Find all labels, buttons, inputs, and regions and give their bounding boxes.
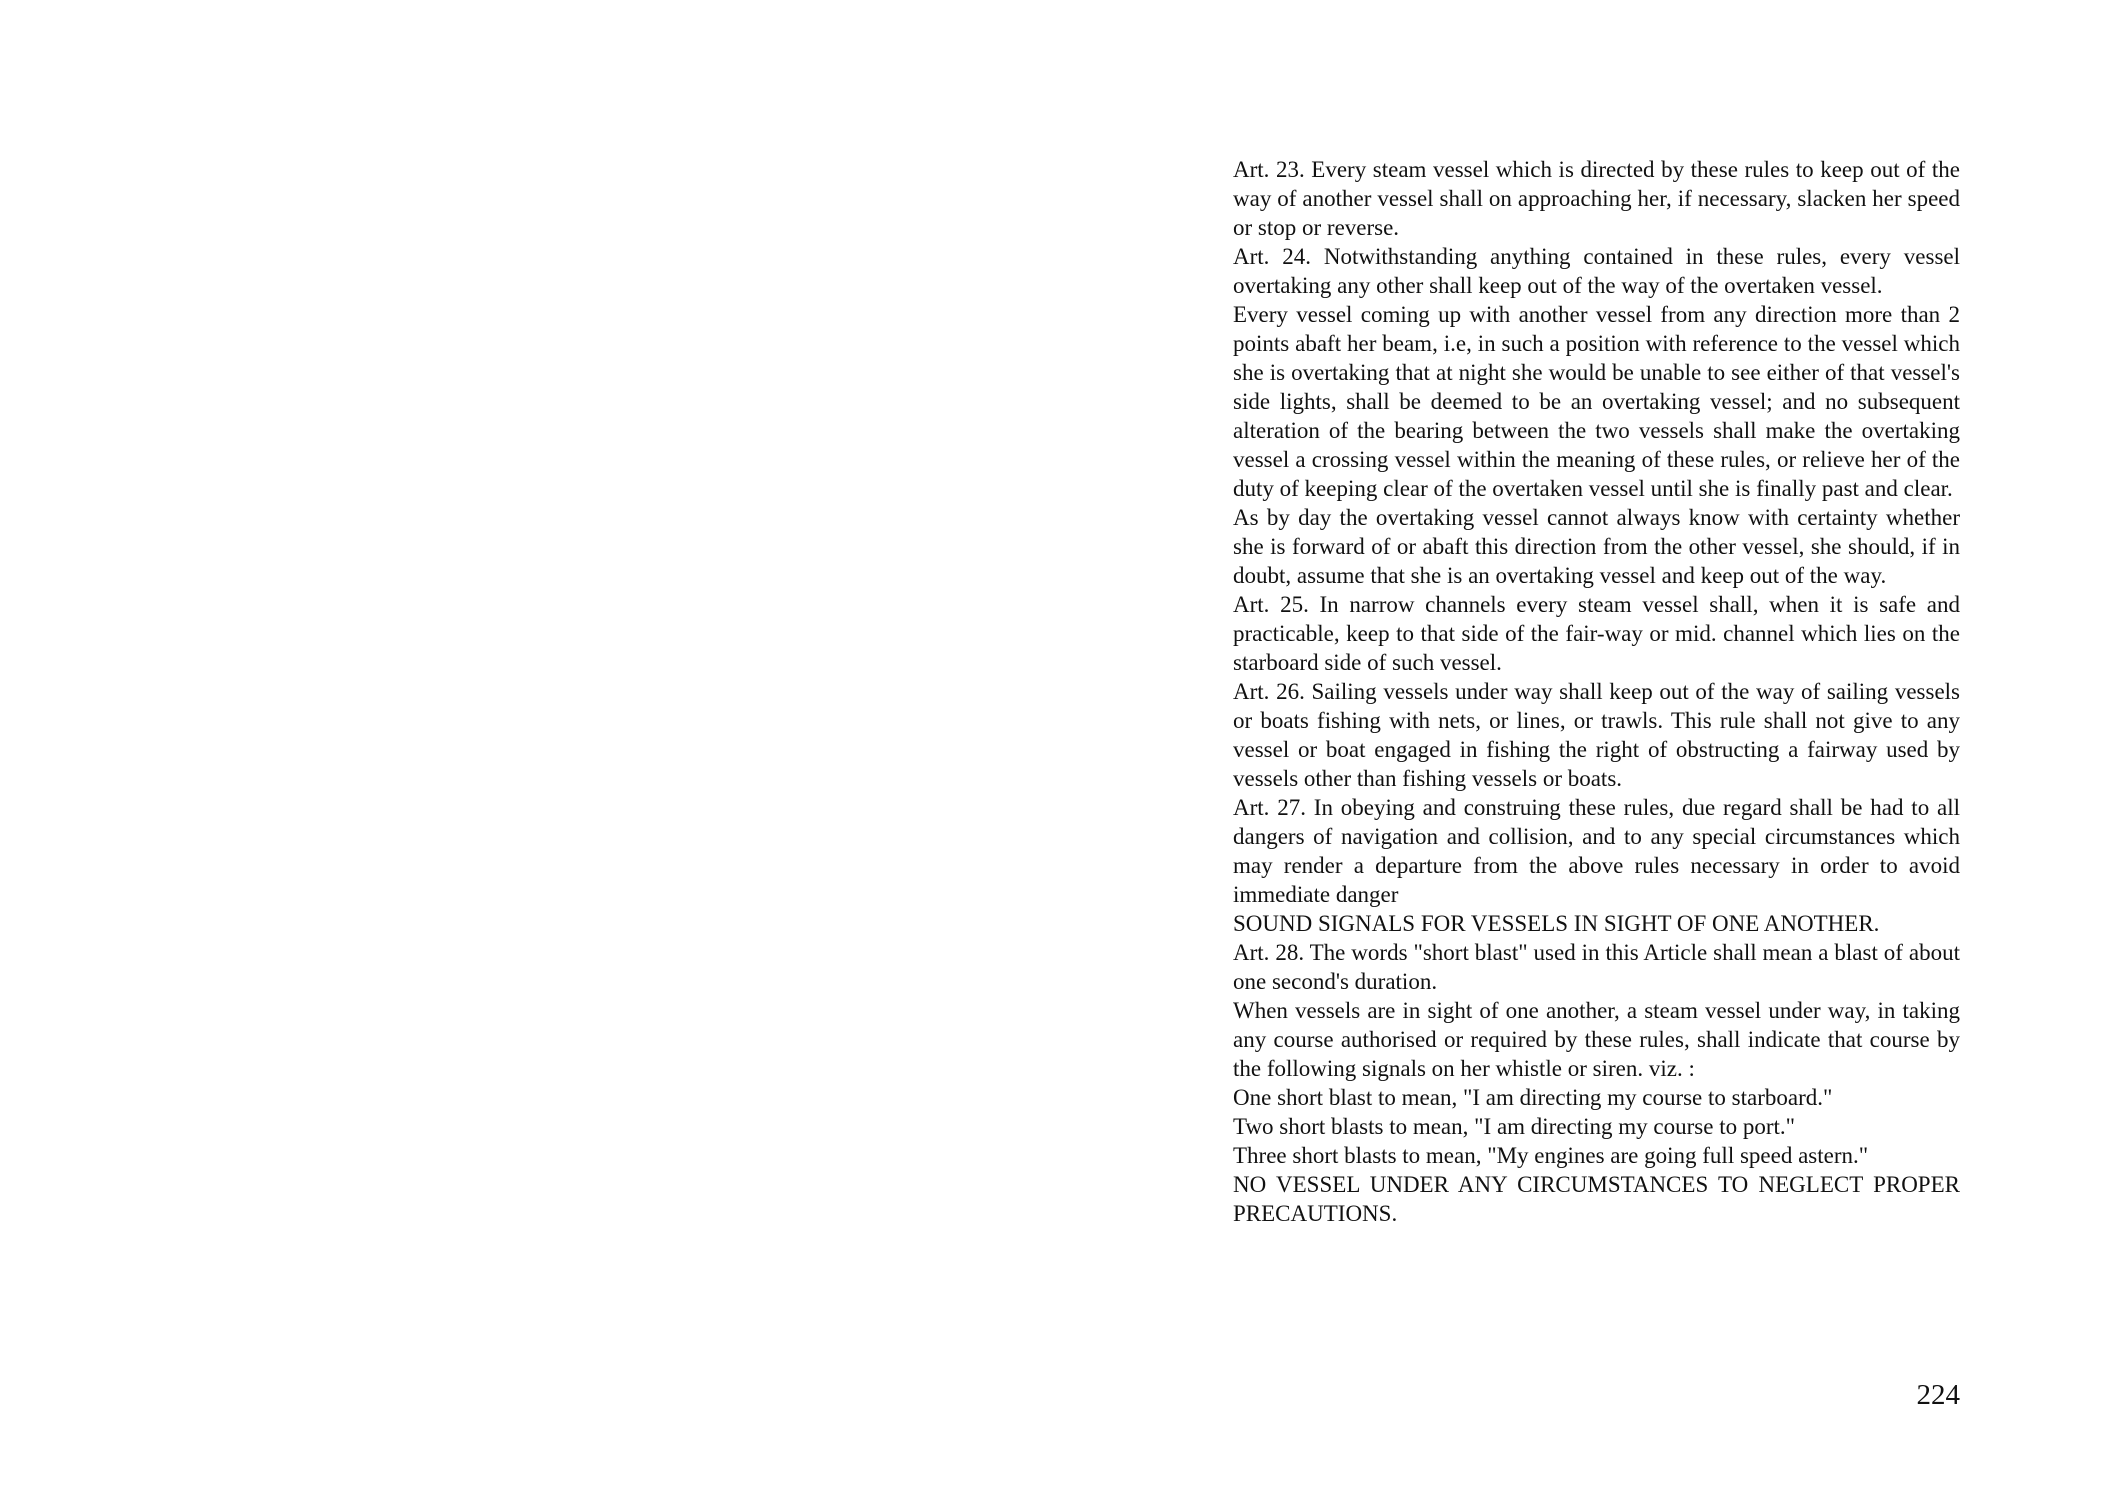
paragraph-two-short-blasts: Two short blasts to mean, "I am directing my course to port." <box>1233 1114 1796 1139</box>
paragraph-art-24: Art. 24. Notwithstanding anything contained in these rules, every vessel overtaking any other shall keep out of the way of the overtaken vessel. <box>1233 244 1960 298</box>
paragraph-art-28: Art. 28. The words "short blast" used in this Article shall mean a blast of about one second's duration. <box>1233 940 1960 994</box>
paragraph-overtaking-by-day: As by day the overtaking vessel cannot always know with certainty whether she is forward of or abaft this direction from the other vessel, she should, if in doubt, assume that she is an overtaking vessel and keep out of the way. <box>1233 505 1960 588</box>
section-heading-precautions: NO VESSEL UNDER ANY CIRCUMSTANCES TO NEGLECT PROPER PRECAUTIONS. <box>1233 1172 1960 1226</box>
paragraph-three-short-blasts: Three short blasts to mean, "My engines are going full speed astern." <box>1233 1143 1869 1168</box>
section-heading-sound-signals: SOUND SIGNALS FOR VESSELS IN SIGHT OF ONE ANOTHER. <box>1233 911 1880 936</box>
paragraph-signals-intro: When vessels are in sight of one another, a steam vessel under way, in taking any course authorised or required by these rules, shall indicate that course by the following signals on her whistle or siren. viz. : <box>1233 998 1960 1081</box>
paragraph-art-27: Art. 27. In obeying and construing these rules, due regard shall be had to all dangers of navigation and collision, and to any special circumstances which may render a departure from the above rules necessary in order to avoid immediate danger <box>1233 795 1960 907</box>
paragraph-overtaking-definition: Every vessel coming up with another vessel from any direction more than 2 points abaft her beam, i.e, in such a position with reference to the vessel which she is overtaking that at night she would be unable to see either of that vessel's side lights, shall be deemed to be an overtaking vessel; and no subsequent alteration of the bearing between the two vessels shall make the overtaking vessel a crossing vessel within the meaning of these rules, or relieve her of the duty of keeping clear of the overtaken vessel until she is finally past and clear. <box>1233 302 1960 501</box>
page-number: 224 <box>1916 1379 1960 1411</box>
paragraph-one-short-blast: One short blast to mean, "I am directing my course to starboard." <box>1233 1085 1833 1110</box>
paragraph-art-23: Art. 23. Every steam vessel which is directed by these rules to keep out of the way of another vessel shall on approaching her, if necessary, slacken her speed or stop or reverse. <box>1233 157 1960 240</box>
paragraph-art-25: Art. 25. In narrow channels every steam vessel shall, when it is safe and practicable, keep to that side of the fair-way or mid. channel which lies on the starboard side of such vessel. <box>1233 592 1960 675</box>
paragraph-art-26: Art. 26. Sailing vessels under way shall keep out of the way of sailing vessels or boats fishing with nets, or lines, or trawls. This rule shall not give to any vessel or boat engaged in fishing the right of obstructing a fairway used by vessels other than fishing vessels or boats. <box>1233 679 1960 791</box>
text-column <box>1233 155 1960 1228</box>
